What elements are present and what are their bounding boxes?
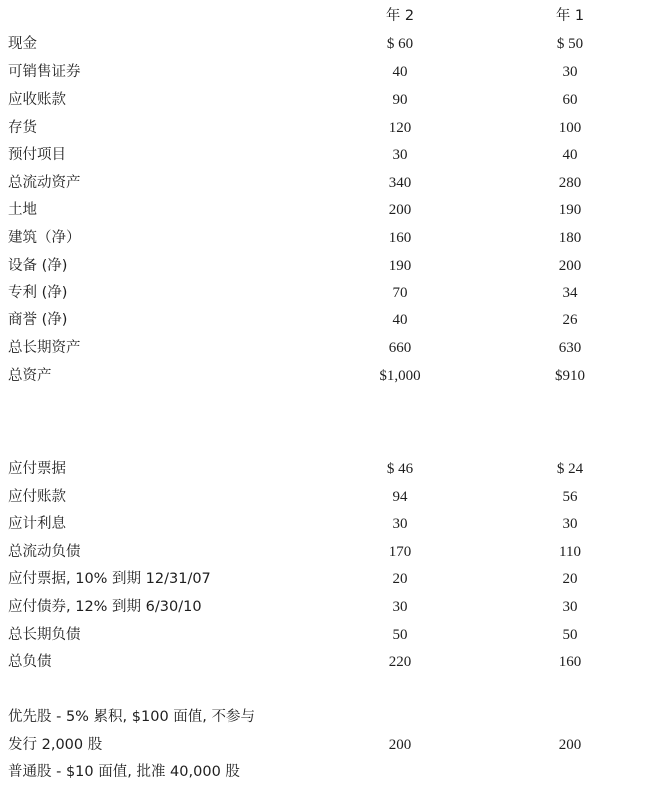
row-label: 设备 (净) <box>8 258 68 274</box>
row-label: 土地 <box>8 202 37 218</box>
year2-value: 40 <box>392 312 408 328</box>
asset-row <box>0 143 647 167</box>
liability-row <box>0 512 647 536</box>
year1-value: 34 <box>562 285 578 301</box>
row-label: 可销售证券 <box>8 64 81 80</box>
year2-value: 30 <box>392 516 408 532</box>
year2-value: 30 <box>392 147 408 163</box>
row-label: 建筑（净） <box>8 230 81 246</box>
liability-row <box>0 540 647 564</box>
year2-value: 120 <box>388 120 412 136</box>
asset-row <box>0 254 647 278</box>
year2-value: $ 60 <box>386 36 414 52</box>
asset-row <box>0 60 647 84</box>
liability-row <box>0 650 647 674</box>
liability-row <box>0 595 647 619</box>
row-label: 应付票据, 10% 到期 12/31/07 <box>8 571 211 587</box>
asset-row <box>0 116 647 140</box>
row-label: 存货 <box>8 120 37 136</box>
row-label: 应收账款 <box>8 92 66 108</box>
row-label: 总长期负债 <box>8 627 81 643</box>
row-label: 应付债券, 12% 到期 6/30/10 <box>8 599 202 615</box>
row-label: 普通股 - $10 面值, 批准 40,000 股 <box>8 764 240 780</box>
year1-value: 200 <box>558 258 582 274</box>
year1-value: 200 <box>558 737 582 753</box>
asset-row <box>0 281 647 305</box>
year2-value: 70 <box>392 285 408 301</box>
year1-value: 56 <box>562 489 578 505</box>
liability-row <box>0 485 647 509</box>
equity-row <box>0 733 647 757</box>
year1-value: $ 50 <box>556 36 584 52</box>
asset-row <box>0 336 647 360</box>
asset-row <box>0 32 647 56</box>
year2-header: 年 2 <box>385 8 415 24</box>
year2-value: 90 <box>392 92 408 108</box>
year1-value: 30 <box>562 64 578 80</box>
year1-value: $910 <box>555 368 585 384</box>
liability-row <box>0 567 647 591</box>
year1-value: 100 <box>558 120 582 136</box>
row-label: 应付票据 <box>8 461 66 477</box>
year2-value: 190 <box>388 258 412 274</box>
year1-value: 190 <box>558 202 582 218</box>
year1-header: 年 1 <box>555 8 585 24</box>
asset-row <box>0 308 647 332</box>
year1-value: 180 <box>558 230 582 246</box>
year2-value: 170 <box>388 544 412 560</box>
year2-value: 200 <box>388 737 412 753</box>
row-label: 总流动资产 <box>8 175 81 191</box>
year2-value: 40 <box>392 64 408 80</box>
year2-value: 340 <box>388 175 412 191</box>
liability-row <box>0 623 647 647</box>
equity-row <box>0 760 647 784</box>
year2-value: $1,000 <box>379 368 421 384</box>
row-label: 优先股 - 5% 累积, $100 面值, 不参与 <box>8 709 256 725</box>
year2-value: 94 <box>392 489 408 505</box>
year1-value: 160 <box>558 654 582 670</box>
row-label: 总负债 <box>8 654 52 670</box>
year2-value: 200 <box>388 202 412 218</box>
year1-value: 20 <box>562 571 578 587</box>
row-label: 应付账款 <box>8 489 66 505</box>
year2-value: 220 <box>388 654 412 670</box>
year1-value: 30 <box>562 599 578 615</box>
year2-value: 160 <box>388 230 412 246</box>
year1-value: 630 <box>558 340 582 356</box>
row-label: 应计利息 <box>8 516 66 532</box>
year1-value: 40 <box>562 147 578 163</box>
year1-value: 280 <box>558 175 582 191</box>
equity-row <box>0 705 647 729</box>
year2-value: 20 <box>392 571 408 587</box>
year2-value: $ 46 <box>386 461 414 477</box>
row-label: 总资产 <box>8 368 52 384</box>
row-label: 总流动负债 <box>8 544 81 560</box>
row-label: 总长期资产 <box>8 340 81 356</box>
row-label: 预付项目 <box>8 147 66 163</box>
year1-value: 60 <box>562 92 578 108</box>
asset-row <box>0 198 647 222</box>
asset-row <box>0 88 647 112</box>
year1-value: 50 <box>562 627 578 643</box>
row-label: 发行 2,000 股 <box>8 737 103 753</box>
year2-value: 30 <box>392 599 408 615</box>
row-label: 商誉 (净) <box>8 312 68 328</box>
row-label: 专利 (净) <box>8 285 68 301</box>
asset-row <box>0 364 647 388</box>
asset-row <box>0 226 647 250</box>
year1-value: $ 24 <box>556 461 584 477</box>
column-header-row <box>0 4 647 28</box>
row-label: 现金 <box>8 36 37 52</box>
year1-value: 110 <box>559 544 581 560</box>
asset-row <box>0 171 647 195</box>
year2-value: 660 <box>388 340 412 356</box>
year1-value: 26 <box>562 312 578 328</box>
liability-row <box>0 457 647 481</box>
year2-value: 50 <box>392 627 408 643</box>
year1-value: 30 <box>562 516 578 532</box>
